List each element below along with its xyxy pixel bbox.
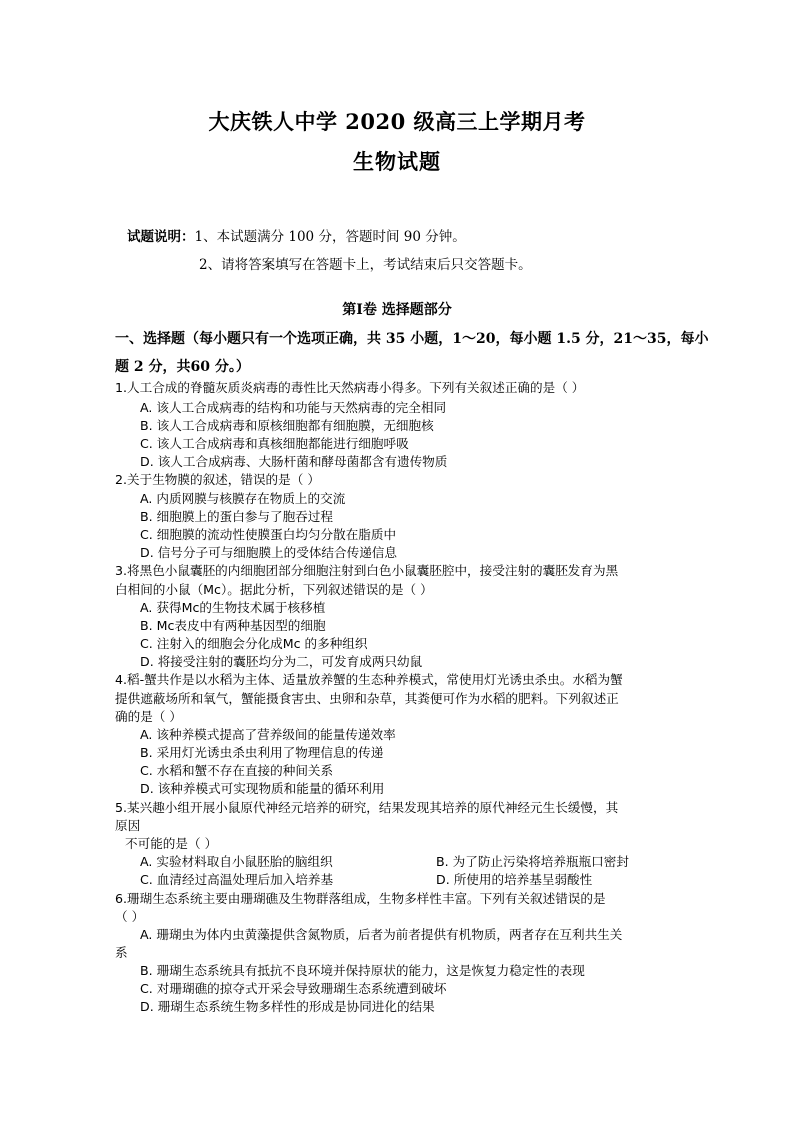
question-1-stem: 1.人工合成的脊髓灰质炎病毒的毒性比天然病毒小得多。下列有关叙述正确的是（ ） bbox=[115, 380, 585, 395]
question-5-stem-line-1: 5.某兴趣小组开展小鼠原代神经元培养的研究，结果发现其培养的原代神经元生长缓慢，其 bbox=[115, 800, 619, 815]
question-6-option-d: D. 珊瑚生态系统生物多样性的形成是协同进化的结果 bbox=[140, 999, 435, 1014]
question-5-option-c: C. 血清经过高温处理后加入培养基 bbox=[140, 872, 334, 887]
question-3-stem-line-1: 3.将黑色小鼠囊胚的内细胞团部分细胞注射到白色小鼠囊胚腔中，接受注射的囊胚发育为黑 bbox=[115, 563, 619, 578]
question-6-option-b: B. 珊瑚生态系统具有抵抗不良环境并保持原状的能力，这是恢复力稳定性的表现 bbox=[140, 963, 585, 978]
exam-title: 大庆铁人中学 2020 级高三上学期月考 bbox=[208, 109, 586, 134]
question-5-option-d: D. 所使用的培养基呈弱酸性 bbox=[436, 872, 593, 887]
question-3-option-d: D. 将接受注射的囊胚均分为二，可发育成两只幼鼠 bbox=[140, 654, 423, 669]
part-heading-line-2: 题 2 分，共60 分。） bbox=[115, 359, 250, 375]
question-3-stem-line-2: 白相间的小鼠（Mc）。据此分析，下列叙述错误的是（ ） bbox=[115, 582, 433, 597]
question-6-option-a-line-2: 系 bbox=[115, 945, 128, 960]
question-4-option-a: A. 该种养模式提高了营养级间的能量传递效率 bbox=[140, 727, 396, 742]
question-6-stem-line-1: 6.珊瑚生态系统主要由珊瑚礁及生物群落组成，生物多样性丰富。下列有关叙述错误的是 bbox=[115, 891, 606, 906]
question-4-stem-line-3: 确的是（ ） bbox=[115, 709, 182, 724]
question-5-stem-line-2: 原因 bbox=[115, 818, 141, 833]
part-heading bbox=[115, 325, 709, 381]
question-1-option-c: C. 该人工合成病毒和真核细胞都能进行细胞呼吸 bbox=[140, 436, 409, 451]
question-2-option-b: B. 细胞膜上的蛋白参与了胞吞过程 bbox=[140, 509, 333, 524]
question-5-stem-line-3: 不可能的是（ ） bbox=[125, 836, 218, 851]
question-3-option-c: C. 注射入的细胞会分化成Mc 的多种组织 bbox=[140, 636, 368, 651]
question-3-option-a: A. 获得Mc的生物技术属于核移植 bbox=[140, 600, 326, 615]
question-4-option-d: D. 该种养模式可实现物质和能量的循环利用 bbox=[140, 781, 385, 796]
question-6-option-c: C. 对珊瑚礁的掠夺式开采会导致珊瑚生态系统遭到破坏 bbox=[140, 981, 447, 996]
question-4-stem-line-1: 4.稻-蟹共作是以水稻为主体、适量放养蟹的生态种养模式，常使用灯光诱虫杀虫。水稻为蟹 bbox=[115, 672, 623, 687]
question-2-option-a: A. 内质网膜与核膜存在物质上的交流 bbox=[140, 491, 346, 506]
instructions-label: 试题说明： bbox=[127, 229, 195, 245]
exam-subtitle: 生物试题 bbox=[353, 149, 441, 174]
question-6-option-a-line-1: A. 珊瑚虫为体内虫黄藻提供含氮物质，后者为前者提供有机物质，两者存在互利共生关 bbox=[140, 927, 623, 942]
instruction-item-2: 2、请将答案填写在答题卡上，考试结束后只交答题卡。 bbox=[199, 257, 532, 273]
question-4-option-c: C. 水稻和蟹不存在直接的种间关系 bbox=[140, 763, 334, 778]
instruction-item-1: 1、本试题满分 100 分，答题时间 90 分钟。 bbox=[194, 229, 466, 245]
question-3-option-b: B. Mc表皮中有两种基因型的细胞 bbox=[140, 618, 326, 633]
question-5-option-b: B. 为了防止污染将培养瓶瓶口密封 bbox=[436, 854, 629, 869]
section-title: 第Ⅰ卷 选择题部分 bbox=[342, 302, 452, 318]
instruction-line-1 bbox=[127, 225, 466, 245]
question-1-option-d: D. 该人工合成病毒、大肠杆菌和酵母菌都含有遗传物质 bbox=[140, 454, 448, 469]
question-2-option-d: D. 信号分子可与细胞膜上的受体结合传递信息 bbox=[140, 545, 397, 560]
question-5-option-a: A. 实验材料取自小鼠胚胎的脑组织 bbox=[140, 854, 333, 869]
question-4-stem-line-2: 提供遮蔽场所和氧气，蟹能摄食害虫、虫卵和杂草，其粪便可作为水稻的肥料。下列叙述正 bbox=[115, 691, 619, 706]
question-1-option-a: A. 该人工合成病毒的结构和功能与天然病毒的完全相同 bbox=[140, 400, 447, 415]
question-4-option-b: B. 采用灯光诱虫杀虫利用了物理信息的传递 bbox=[140, 745, 384, 760]
question-2-option-c: C. 细胞膜的流动性使膜蛋白均匀分散在脂质中 bbox=[140, 527, 397, 542]
question-6-stem-line-2: （ ） bbox=[115, 909, 145, 924]
part-heading-line-1: 一、选择题（每小题只有一个选项正确，共 35 小题，1～20，每小题 1.5 分，21～35，每小 bbox=[115, 331, 709, 347]
question-2-stem: 2.关于生物膜的叙述，错误的是（ ） bbox=[115, 472, 320, 487]
question-1-option-b: B. 该人工合成病毒和原核细胞都有细胞膜，无细胞核 bbox=[140, 418, 434, 433]
